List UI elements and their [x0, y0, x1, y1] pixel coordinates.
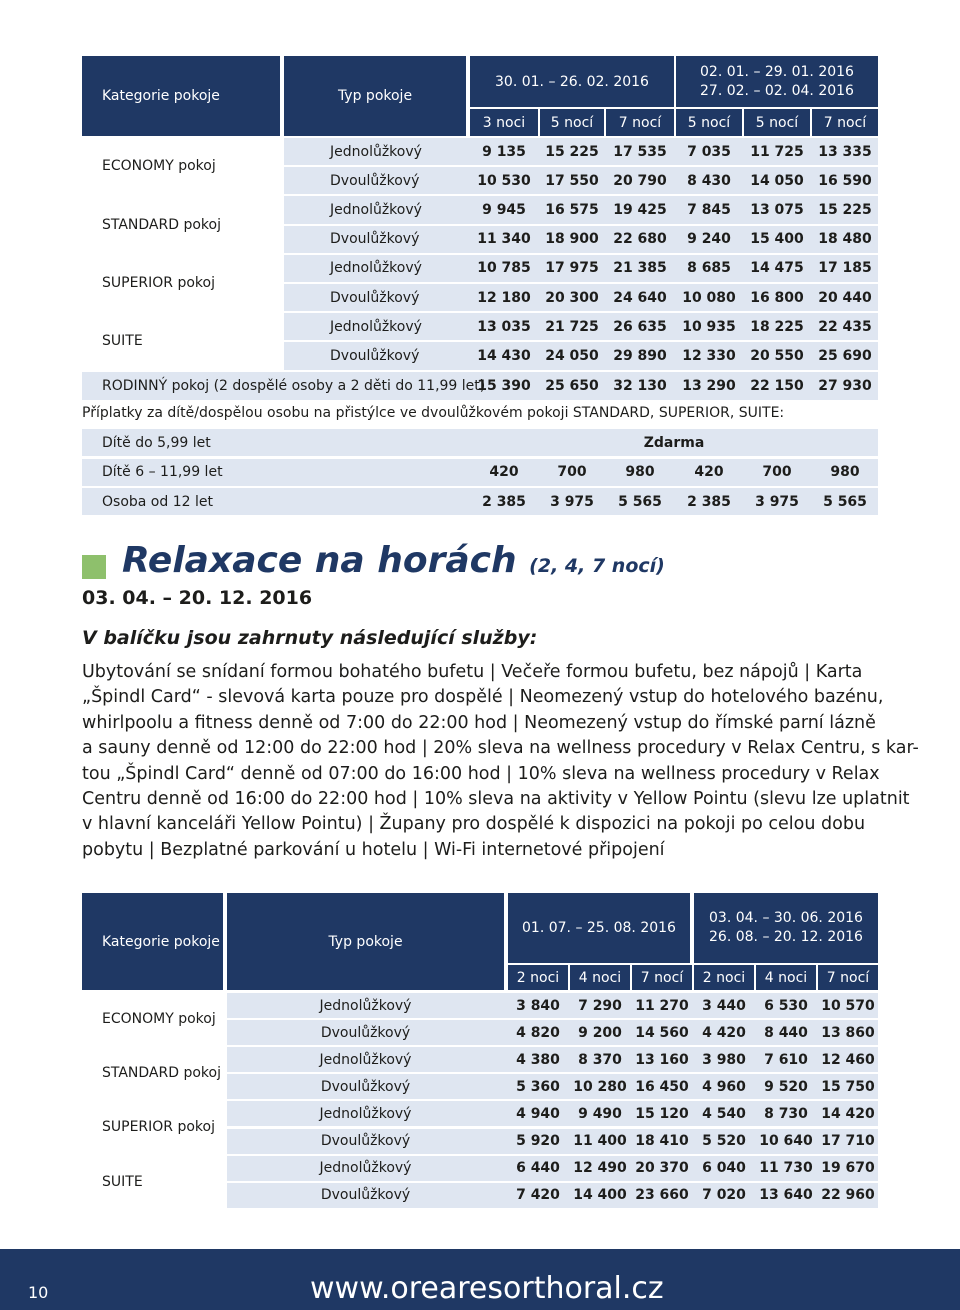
price-cell: 7 845	[687, 201, 731, 218]
price-cell: 8 730	[764, 1105, 808, 1122]
family-room-label: RODINNÝ pokoj (2 dospělé osoby a 2 děti do 11,99 let)	[102, 377, 486, 394]
room-type: Jednolůžkový	[330, 143, 422, 160]
package-subtitle: V balíčku jsou zahrnuty následující služby:	[82, 627, 538, 649]
room-type: Dvoulůžkový	[330, 172, 420, 189]
price-cell: 10 280	[573, 1078, 627, 1095]
price-cell: 4 420	[702, 1024, 746, 1041]
service-line: whirlpoolu a fitness denně od 7:00 do 22:00 hod | Neomezený vstup do římské parní lázně	[82, 712, 876, 733]
price-cell: 980	[830, 464, 860, 480]
room-type: Jednolůžkový	[319, 997, 412, 1014]
price-cell: 14 400	[573, 1187, 627, 1204]
package-services	[82, 660, 919, 863]
t1-nights-header: 5 nocí	[744, 109, 810, 136]
service-line: a sauny denně od 12:00 do 22:00 hod | 20% sleva na wellness procedury v Relax Centru, s kar-	[82, 738, 919, 759]
price-cell: 16 800	[750, 289, 804, 306]
room-category: SUPERIOR pokoj	[102, 1119, 215, 1136]
price-cell: 5 360	[516, 1078, 560, 1095]
price-cell: 24 050	[545, 347, 599, 364]
price-cell: 25 690	[818, 347, 872, 364]
t2-nights-header: 7 nocí	[632, 965, 692, 990]
price-cell: 6 530	[764, 997, 808, 1014]
price-cell: 21 385	[613, 260, 667, 277]
room-type: Jednolůžkový	[319, 1051, 412, 1068]
price-cell: 13 160	[635, 1051, 689, 1068]
service-line: Ubytování se snídaní formou bohatého bufetu | Večeře formou bufetu, bez nápojů | Karta	[82, 662, 863, 682]
price-cell: 22 960	[821, 1187, 875, 1204]
supplement-label: Dítě do 5,99 let	[102, 434, 211, 451]
price-cell: 11 730	[759, 1160, 813, 1177]
price-cell: 15 225	[545, 143, 599, 160]
price-cell: 4 940	[516, 1105, 560, 1122]
price-cell: 16 450	[635, 1078, 689, 1095]
t2-col-header-period-2	[694, 893, 878, 963]
t1-nights-header: 7 nocí	[812, 109, 878, 136]
price-cell: 700	[762, 464, 792, 480]
room-category: STANDARD pokoj	[102, 216, 221, 233]
period-2-line-1: 02. 01. – 29. 01. 2016	[700, 63, 854, 80]
price-cell: 7 610	[764, 1051, 808, 1068]
room-type: Jednolůžkový	[319, 1105, 412, 1122]
price-cell: 5 565	[618, 493, 662, 510]
price-cell: 7 035	[687, 143, 731, 160]
price-cell: 9 520	[764, 1078, 808, 1095]
price-cell: 9 945	[482, 201, 526, 218]
price-cell: 13 335	[818, 143, 872, 160]
price-cell: 12 490	[573, 1160, 627, 1177]
price-cell: 15 390	[477, 377, 531, 394]
price-cell: 20 300	[545, 289, 599, 306]
price-cell: 9 135	[482, 143, 526, 160]
price-cell: 22 150	[750, 377, 804, 394]
room-type: Jednolůžkový	[330, 260, 422, 277]
t2-nights-header: 2 noci	[508, 965, 568, 990]
t2-nights-header: 7 nocí	[818, 965, 878, 990]
room-category: SUITE	[102, 1173, 143, 1190]
t1-nights-header: 5 nocí	[676, 109, 742, 136]
price-cell: 25 650	[545, 377, 599, 394]
col-header-category: Kategorie pokoje	[82, 56, 280, 136]
price-cell: 20 440	[818, 289, 872, 306]
price-cell: 3 975	[755, 493, 799, 510]
price-cell: 3 840	[516, 997, 560, 1014]
t1-nights-header: 7 nocí	[606, 109, 674, 136]
price-cell: 9 240	[687, 231, 731, 248]
price-cell: 7 420	[516, 1187, 560, 1204]
price-cell: 15 120	[635, 1105, 689, 1122]
price-cell: 18 225	[750, 318, 804, 335]
price-cell: 15 750	[821, 1078, 875, 1095]
price-cell: 10 530	[477, 172, 531, 189]
price-cell: 18 410	[635, 1133, 689, 1150]
price-cell: 8 430	[687, 172, 731, 189]
price-cell: 15 400	[750, 231, 804, 248]
section-marker-icon	[82, 555, 106, 579]
room-type: Dvoulůžkový	[320, 1078, 411, 1095]
price-cell: 11 340	[477, 231, 531, 248]
supplement-note: Příplatky za dítě/dospělou osobu na přistýlce ve dvoulůžkovém pokoji STANDARD, SUPERIOR, SUITE:	[82, 405, 785, 421]
t2-period-2-line-2: 26. 08. – 20. 12. 2016	[709, 929, 863, 945]
t2-col-header-category: Kategorie pokoje	[82, 893, 223, 990]
price-cell: 980	[625, 464, 655, 480]
room-type: Dvoulůžkový	[320, 1024, 411, 1041]
price-cell: 3 975	[550, 493, 594, 510]
room-type: Dvoulůžkový	[330, 347, 420, 364]
price-cell: 32 130	[613, 377, 667, 394]
price-cell: 9 200	[578, 1024, 622, 1041]
price-cell: 26 635	[613, 318, 667, 335]
price-cell: 17 710	[821, 1133, 875, 1150]
price-cell: 13 860	[821, 1024, 875, 1041]
t1-nights-header: 5 nocí	[540, 109, 604, 136]
price-cell: 16 575	[545, 201, 599, 218]
price-cell: 700	[557, 464, 587, 480]
price-cell: 14 475	[750, 260, 804, 277]
price-cell: 22 435	[818, 318, 872, 335]
price-cell: 4 820	[516, 1024, 560, 1041]
price-cell: 29 890	[613, 347, 667, 364]
supplement-label: Dítě 6 – 11,99 let	[102, 464, 223, 480]
price-cell: 8 440	[764, 1024, 808, 1041]
package-dates: 03. 04. – 20. 12. 2016	[82, 587, 313, 609]
service-line: tou „Špindl Card“ denně od 07:00 do 16:00 hod | 10% sleva na wellness procedury v Relax	[82, 763, 880, 784]
price-cell: 18 480	[818, 231, 872, 248]
price-cell: 5 520	[702, 1133, 746, 1150]
room-category: ECONOMY pokoj	[102, 158, 216, 175]
price-cell: 23 660	[635, 1187, 689, 1204]
price-cell: 18 900	[545, 231, 599, 248]
price-cell: 5 565	[823, 493, 867, 510]
price-cell: 12 460	[821, 1051, 875, 1068]
price-cell: 12 180	[477, 289, 531, 306]
price-cell: 4 540	[702, 1105, 746, 1122]
price-cell: 14 420	[821, 1105, 875, 1122]
package-title-text: Relaxace na horách	[122, 540, 517, 581]
room-type: Dvoulůžkový	[330, 231, 420, 248]
price-cell: 10 640	[759, 1133, 813, 1150]
price-cell: 10 935	[682, 318, 736, 335]
price-cell: 17 535	[613, 143, 667, 160]
room-type: Jednolůžkový	[330, 318, 422, 335]
room-type: Dvoulůžkový	[320, 1133, 411, 1150]
package-title	[122, 540, 665, 581]
price-cell: 13 075	[750, 201, 804, 218]
price-cell: 13 035	[477, 318, 531, 335]
price-cell: 9 490	[578, 1105, 622, 1122]
price-cell: 19 670	[821, 1160, 875, 1177]
price-cell: 22 680	[613, 231, 667, 248]
t2-col-header-type: Typ pokoje	[227, 893, 504, 990]
price-cell: 16 590	[818, 172, 872, 189]
price-cell: 7 020	[702, 1187, 746, 1204]
page-number: 10	[28, 1283, 49, 1302]
footer-url[interactable]: www.orearesorthoral.cz	[310, 1271, 664, 1306]
room-type: Dvoulůžkový	[330, 289, 420, 306]
room-type: Dvoulůžkový	[320, 1187, 411, 1204]
col-header-period-2	[676, 56, 878, 107]
room-type: Jednolůžkový	[330, 201, 422, 218]
price-cell: 20 370	[635, 1160, 689, 1177]
price-cell: 4 960	[702, 1078, 746, 1095]
price-cell: 19 425	[613, 201, 667, 218]
package-title-suffix: (2, 4, 7 nocí)	[529, 555, 665, 577]
price-cell: 13 290	[682, 377, 736, 394]
period-2-line-2: 27. 02. – 02. 04. 2016	[700, 82, 854, 99]
price-cell: 7 290	[578, 997, 622, 1014]
price-cell: 17 975	[545, 260, 599, 277]
price-cell: 11 270	[635, 997, 689, 1014]
footer-bar	[0, 1249, 960, 1310]
service-line: „Špindl Card“ - slevová karta pouze pro dospělé | Neomezený vstup do hotelového bazénu,	[82, 687, 884, 708]
room-category: STANDARD pokoj	[102, 1065, 221, 1082]
price-cell: 12 330	[682, 347, 736, 364]
t2-col-header-period-1: 01. 07. – 25. 08. 2016	[508, 893, 690, 963]
price-cell: 4 380	[516, 1051, 560, 1068]
price-cell: 5 920	[516, 1133, 560, 1150]
price-cell: 14 560	[635, 1024, 689, 1041]
room-category: SUITE	[102, 333, 143, 350]
room-category: ECONOMY pokoj	[102, 1011, 216, 1028]
room-category: SUPERIOR pokoj	[102, 274, 215, 291]
col-header-type: Typ pokoje	[284, 56, 466, 136]
t2-period-2-line-1: 03. 04. – 30. 06. 2016	[709, 910, 863, 926]
price-cell: 14 050	[750, 172, 804, 189]
price-cell: 14 430	[477, 347, 531, 364]
t1-nights-header: 3 noci	[470, 109, 538, 136]
price-cell: 17 550	[545, 172, 599, 189]
price-cell: 8 370	[578, 1051, 622, 1068]
price-cell: 11 725	[750, 143, 804, 160]
room-type: Jednolůžkový	[319, 1160, 412, 1177]
price-cell: 21 725	[545, 318, 599, 335]
service-line: pobytu | Bezplatné parkování u hotelu | Wi-Fi internetové připojení	[82, 839, 665, 860]
col-header-period-1: 30. 01. – 26. 02. 2016	[470, 56, 674, 107]
price-cell: 8 685	[687, 260, 731, 277]
supplement-label: Osoba od 12 let	[102, 493, 213, 510]
service-line: Centru denně od 16:00 do 22:00 hod | 10% sleva na aktivity v Yellow Pointu (slevu lze uplatnit	[82, 789, 910, 810]
price-cell: 2 385	[482, 493, 526, 510]
t2-nights-header: 2 noci	[694, 965, 754, 990]
price-cell: 10 570	[821, 997, 875, 1014]
price-cell: 20 790	[613, 172, 667, 189]
price-cell: 420	[694, 464, 724, 480]
t2-nights-header: 4 noci	[570, 965, 630, 990]
price-cell: 2 385	[687, 493, 731, 510]
price-cell: 13 640	[759, 1187, 813, 1204]
price-cell: 420	[489, 464, 519, 480]
price-cell: 10 785	[477, 260, 531, 277]
price-cell: 24 640	[613, 289, 667, 306]
price-cell: 17 185	[818, 260, 872, 277]
price-cell: 6 440	[516, 1160, 560, 1177]
price-cell: 3 980	[702, 1051, 746, 1068]
price-cell: 27 930	[818, 377, 872, 394]
price-cell: 20 550	[750, 347, 804, 364]
t2-nights-header: 4 noci	[756, 965, 816, 990]
supplement-free: Zdarma	[643, 434, 705, 451]
service-line: v hlavní kanceláři Yellow Pointu) | Župany pro dospělé k dispozici na pokoji po celou dobu	[82, 814, 866, 835]
price-cell: 15 225	[818, 201, 872, 218]
price-cell: 6 040	[702, 1160, 746, 1177]
price-cell: 3 440	[702, 997, 746, 1014]
price-cell: 11 400	[573, 1133, 627, 1150]
price-cell: 10 080	[682, 289, 736, 306]
